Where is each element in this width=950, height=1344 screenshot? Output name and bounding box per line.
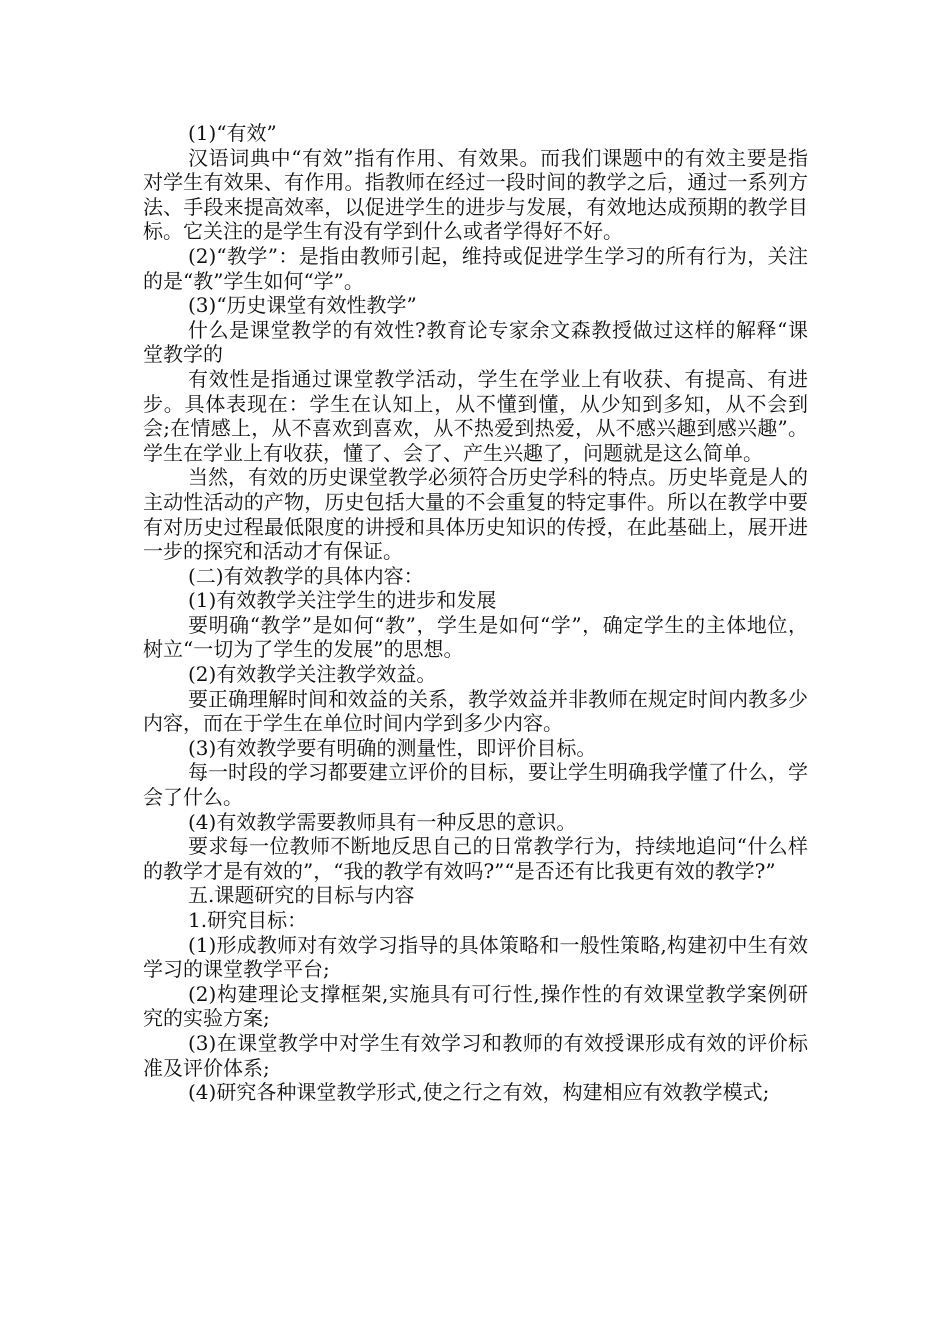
paragraph: 1.研究目标： [188, 908, 308, 932]
paragraph: 要明确“教学”是如何“教”，学生是如何“学”，确定学生的主体地位，树立“一切为了学生的发展”的思想。 [143, 612, 808, 662]
paragraph: (3)在课堂教学中对学生有效学习和教师的有效授课形成有效的评价标准及评价体系; [143, 1030, 808, 1080]
paragraph: (4)研究各种课堂教学形式,使之行之有效，构建相应有效教学模式; [188, 1080, 770, 1105]
paragraph: (2)“教学”：是指由教师引起，维持或促进学生学习的所有行为，关注的是“教”学生如何“学”。 [143, 243, 808, 293]
document-body [143, 121, 808, 1105]
paragraph: (4)有效教学需要教师具有一种反思的意识。 [188, 809, 577, 834]
paragraph: (二)有效教学的具体内容： [188, 563, 424, 588]
paragraph: (2)有效教学关注教学效益。 [188, 662, 437, 687]
paragraph: 有效性是指通过课堂教学活动，学生在学业上有收获、有提高、有进步。具体表现在：学生在认知上，从不懂到懂，从少知到多知，从不会到会;在情感上，从不喜欢到喜欢，从不热爱到热爱，从不感兴趣到感兴趣”。学生在学业上有收获，懂了、会了、产生兴趣了，问题就是这么简单。 [143, 366, 808, 465]
paragraph: (1)形成教师对有效学习指导的具体策略和一般性策略,构建初中生有效学习的课堂教学平台; [143, 932, 808, 982]
paragraph: 每一时段的学习都要建立评价的目标，要让学生明确我学懂了什么，学会了什么。 [143, 760, 808, 810]
paragraph: (3)有效教学要有明确的测量性，即评价目标。 [188, 735, 597, 760]
paragraph: (3)“历史课堂有效性教学” [188, 293, 417, 318]
paragraph: (1)有效教学关注学生的进步和发展 [188, 588, 497, 613]
paragraph: 要正确理解时间和效益的关系，教学效益并非教师在规定时间内教多少内容，而在于学生在单位时间内学到多少内容。 [143, 686, 808, 736]
paragraph: 五.课题研究的目标与内容 [188, 883, 415, 908]
paragraph: (1)“有效” [188, 121, 277, 145]
paragraph: 当然，有效的历史课堂教学必须符合历史学科的特点。历史毕竟是人的主动性活动的产物，历史包括大量的不会重复的特定事件。所以在教学中要有对历史过程最低限度的讲授和具体历史知识的传授，在此基础上，展开进一步的探究和活动才有保证。 [143, 465, 808, 564]
paragraph: 要求每一位教师不断地反思自己的日常教学行为，持续地追问“什么样的教学才是有效的”，“我的教学有效吗?”“是否还有比我更有效的教学?” [143, 834, 808, 883]
paragraph: (2)构建理论支撑框架,实施具有可行性,操作性的有效课堂教学案例研究的实验方案; [143, 981, 808, 1031]
paragraph: 什么是课堂教学的有效性?教育论专家余文森教授做过这样的解释“课堂教学的 [143, 317, 808, 367]
paragraph: 汉语词典中“有效”指有作用、有效果。而我们课题中的有效主要是指对学生有效果、有作用。指教师在经过一段时间的教学之后，通过一系列方法、手段来提高效率，以促进学生的进步与发展，有效地达成预期的教学目标。它关注的是学生有没有学到什么或者学得好不好。 [143, 145, 808, 244]
